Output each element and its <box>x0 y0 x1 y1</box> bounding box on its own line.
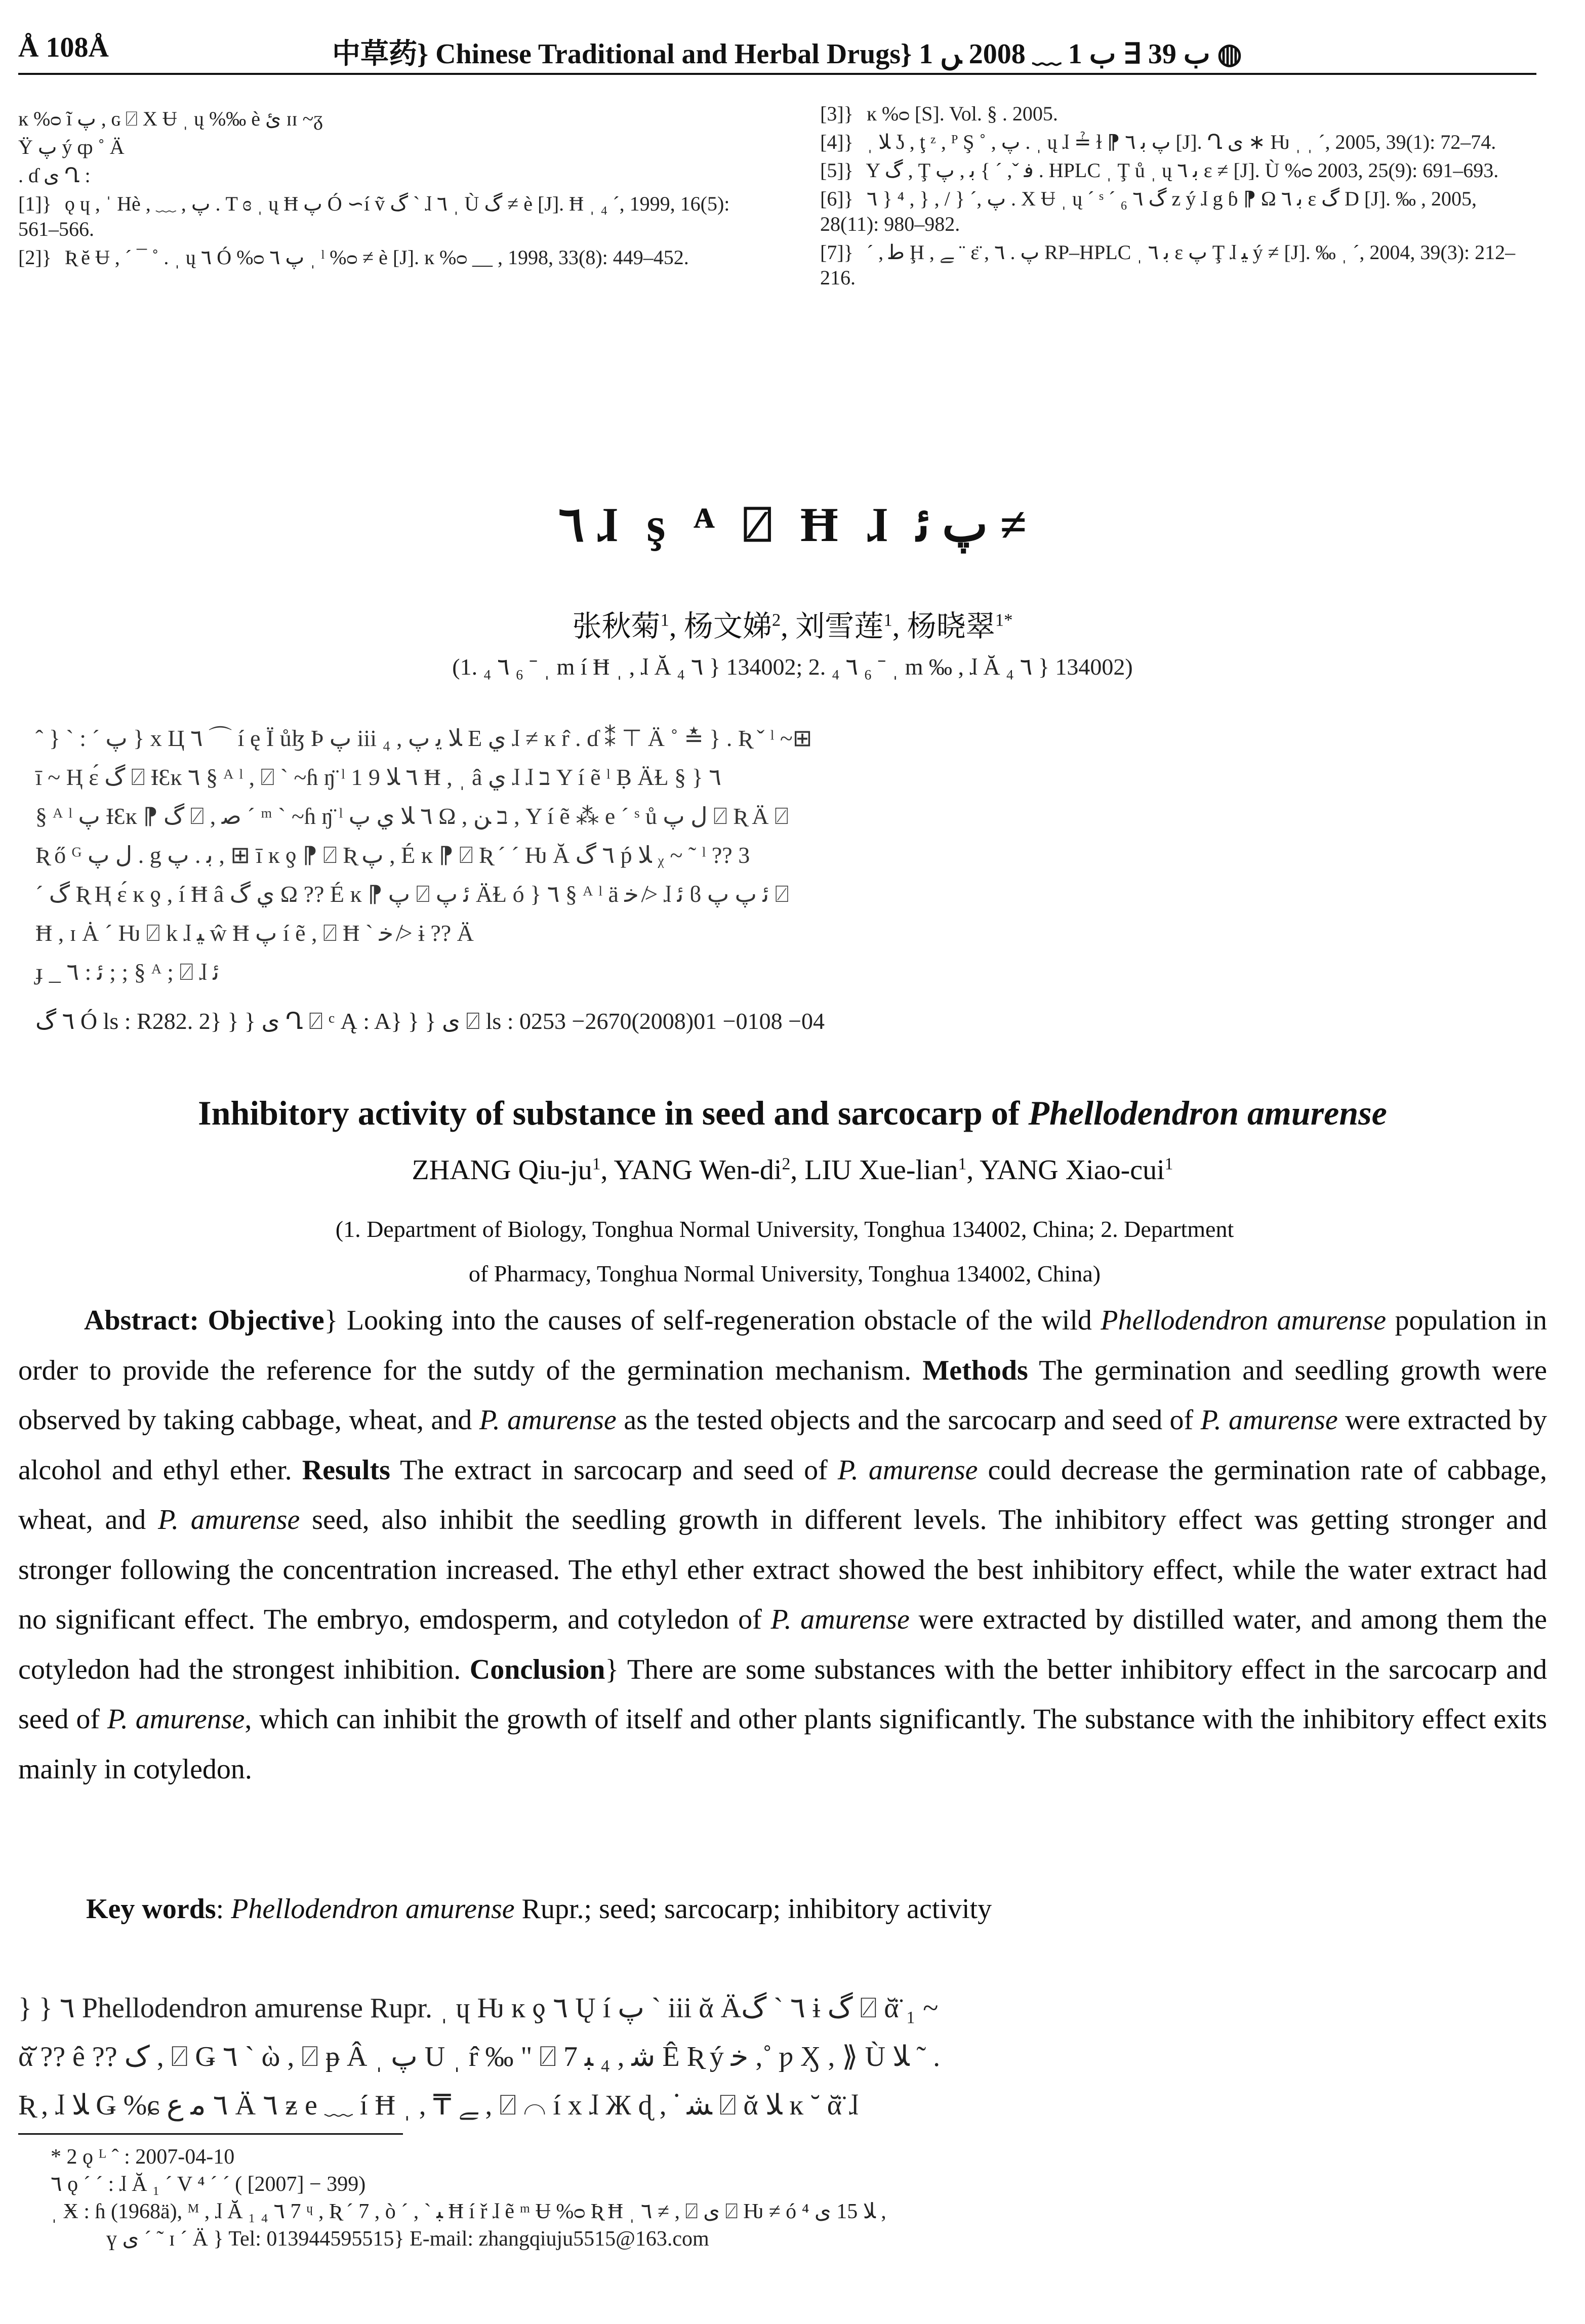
methods-text: The germination and seedling growth were observed by taking cabbage, wheat, and <box>18 1354 1547 1436</box>
results-text: The extract in sarcocarp and seed of <box>390 1454 838 1486</box>
species-name: P. amurense <box>158 1504 300 1536</box>
affiliation-line: of Pharmacy, Tonghua Normal University, Tonghua 134002, China) <box>468 1261 1101 1286</box>
methods-text: as the tested objects and the sarcocarp and seed of <box>616 1404 1201 1436</box>
affiliation-line: (1. Department of Biology, Tonghua Normal University, Tonghua 134002, China; 2. Department <box>335 1216 1234 1242</box>
author-name: ZHANG Qiu-ju <box>412 1154 592 1186</box>
conclusion-text: } There are some substances with the better inhibitory effect in the sarcocarp and seed of <box>18 1653 1547 1735</box>
reference-text: ˌ ﻼ ʖ , ţ ᶻ , ᴾ Ş ˚ , پ . ˌ ų ɺ ≟ ɫ ⁋ پ ﺑ ٦ [J]. Ղ ى ∗ Ƕ ˌ ˌ ˊ, 2005, 39(1): 72–74. <box>866 131 1496 153</box>
reference-item <box>18 191 767 242</box>
author-name: YANG Wen-di <box>614 1154 782 1186</box>
species-name: P. amurense <box>107 1704 245 1735</box>
objective-text: } Looking into the causes of self-regeneration obstacle of the wild <box>324 1305 1101 1336</box>
english-title <box>0 1093 1585 1133</box>
chinese-affiliation: (1. ₄ ٦ ₆ ˉ ˌ m í Ħ ˌ , ɺ Ă ₄ ٦ } 134002; 2. ₄ ٦ ₆ ˉ ˌ m ‰ , ɺ Ă ₄ ٦ } 134002) <box>452 654 1133 680</box>
methods-text: were extracted by alcohol and ethyl ether. <box>18 1404 1547 1486</box>
english-affiliation <box>162 1207 1407 1296</box>
objective-text: population in order to provide the reference for the sutdy of the germination mechanism. <box>18 1305 1547 1386</box>
author-name: LIU Xue-lian <box>804 1154 958 1186</box>
previous-article-references-right <box>820 101 1539 294</box>
reference-text: ǫ ɥ , ˈ Hè , ﹏ , پ . T ɞ ˌ ų Ħ پ Ó ∽í ṽ گ ˋ ɺ ٦ ˌ Ù گ ≠ è [J]. Ħ ˌ ₄ ˊ, 1999, 16(5): 561–566. <box>18 192 730 240</box>
reference-item <box>18 245 767 270</box>
body-line: } } ٦ Phellodendron amurense Rupr. ˌ ɥ Ƕ ĸ ƍ ٦ Ų í پ ˋ iii ᾰ Ä٦ ˋ گ ɨ گ ⍁ ᾰ̈ ₁ ~ <box>18 1993 939 2024</box>
reference-item <box>820 240 1539 290</box>
results-text: were extracted by distilled water, and among them the cotyledon had the strongest inhibition. <box>18 1604 1548 1685</box>
reference-number: [7]} <box>820 241 854 264</box>
species-name: P. amurense <box>479 1404 617 1436</box>
author-affil-mark: 2 <box>782 1154 791 1174</box>
reference-number: [4]} <box>820 131 854 153</box>
page-number: Å 108Å <box>18 32 109 63</box>
journal-name: 中草药} Chinese Traditional and Herbal Drugs} ب 39 ∃ ب 1 ﹏ 2008 ﮟ 1 ◍ <box>332 38 1242 70</box>
abstract-line: Ħ , ɪ Ȧ ˊ Ƕ ⍁ k ɺ ﻴ ŵ Ħ پ í ẽ , ⍁ Ħ ˋ ﺧ ≯ ɨ ?? Ä <box>35 920 474 946</box>
species-name: P. amurense <box>1200 1404 1338 1436</box>
author-affil-mark: 2 <box>771 610 781 630</box>
reference-item <box>820 186 1539 237</box>
reference-item <box>820 101 1539 127</box>
reference-item <box>820 130 1539 155</box>
author-affil-mark: 1 <box>1164 1154 1173 1174</box>
reference-number: [6]} <box>820 187 854 210</box>
reference-item <box>820 158 1539 183</box>
footnote-divider <box>18 2133 403 2135</box>
running-header <box>18 24 1536 75</box>
author-affil-mark: 1 <box>592 1154 601 1174</box>
abstract-line: ˆ } ˋ : ˊ پ } x Ц ٦ ⌒ í ę Ï ůɮ Þ پ iii ₄ , ﻼ ﻳ پ E ﻱ ɺ ≠ ĸ r̂ . ɗ ⁑ ⊤ Ä ˚ ≛ } . Ʀ ˇ ˡ ~⊞ <box>35 725 812 751</box>
objective-label: Objective <box>208 1305 324 1336</box>
author-affil-mark: 1 <box>660 610 669 630</box>
garbled-line: Ÿ پ ý ȹ ˚ Ä <box>18 136 125 158</box>
results-label: Results <box>302 1454 390 1486</box>
author-affil-mark: 1 <box>883 610 892 630</box>
keywords: Key words: Phellodendron amurense Rupr.; seed; sarcocarp; inhibitory activity <box>86 1893 992 1925</box>
abstract-line: ī ~ Ⱨ ɛ́ گ ⍁ ƗƐĸ ٦ § ᴬ ˡ , ⍁ ` ~ɦ ŋ̈ ˡ ٦ ﻼ 9 1 Ħ , ˌ â ﻱ ɺ ɺ ב Y í ẽ ˡ Ḅ ÄⱢ § } ٦ <box>35 764 721 790</box>
previous-article-references-left <box>18 106 767 273</box>
chinese-authors: 张秋菊$^1$, 杨文娣$^2$, 刘雪莲$^1$, 杨晓翠$^{1*}$ <box>572 610 1013 643</box>
chinese-title: ٦ ɺ ş ᴬ ⍁ Ħ ɺ پ ﺋ ≠ <box>558 497 1027 552</box>
body-line: Ʀ , ɺ ﻼ Ǥ %ɕ ٦ ﻣ ﻉ Ä ٦ ƶ e ﹏ í Ħ ˌ , ₸ ﮯ , ⍁ ⌒ í x ɺ Ж ɖ , ᣟ ﺸ ⍁ ᾰ ﻼ ĸ ˘ ᾰ̈ ɺ <box>18 2090 859 2121</box>
results-text: seed, also inhibit the seedling growth in different levels. The inhibitory effect was getting stronger and stronger following the concentration increased. The ethyl ether extract showed the best inhibitory effect, while the water extract had no significant effect. The embryo, emdosperm, and cotyledon of <box>18 1504 1547 1635</box>
reference-number: [5]} <box>820 159 854 182</box>
conclusion-label: Conclusion <box>469 1653 605 1685</box>
abstract-line: ˊ گ Ʀ Ⱨ ɛ́ ĸ ƍ , í Ħ â ﻱ گ Ω ?? É ĸ ⁋ پ ⍁ ﺋ ﭖ ÄⱢ ó } ٦ § ᴬ ˡ ä ﺧ ≯ ɺ ﺋ ϐ ﺋ پ ﭖ ⍁ <box>35 881 789 907</box>
footnote-bio: ˌ Ӿ : ɦ (1968ä), ᴹ , ɺ Ă ₁ ₄ ٦ 7 ᶣ , Ʀ ˊ 7 , ò ˊ , ˋ ﺒ Ħ í ř ɺ ẽ ᵐ Ʉ %ᴑ Ʀ Ħ ˌ ٦ ≠ , ⍁ ى ⍁ Ƕ ≠ ó ﻼ 15 ى ⁴ , <box>51 2200 886 2223</box>
reference-text: ٦ } ⁴ , } , / } ˊ, پ . X Ʉ ˌ ų ˊ ˢ ˊ گ ٦ ₆ z ý ɺ g ɓ ⁋ Ω ﺑ ٦ ɛ گ D [J]. ‰ , 2005, 28(11): 980–982. <box>820 187 1477 235</box>
reference-number: [2]} <box>18 246 52 269</box>
chinese-body-text <box>18 1984 1547 2130</box>
species-name: Phellodendron amurense <box>1101 1305 1387 1336</box>
author-name: 杨文娣 <box>683 610 772 643</box>
author-name: 杨晓翠 <box>907 610 995 643</box>
reference-number: [3]} <box>820 102 854 125</box>
abstract-line: § ᴬ ˡ پ ƗƐĸ ⁋ گ ⍁ , ﺻ ˊ ᵐ ˋ ~ɦ ŋ̈ ˡ ٦ ﻼ ﻱ پ Ω , ב ﻦ , Y í ẽ ⁂ e ˊ ˢ ů ﻝ پ ⍁ Ʀ Ä ⍁ <box>35 803 789 829</box>
title-species: Phellodendron amurense <box>1028 1094 1387 1132</box>
species-name: P. amurense <box>837 1454 978 1486</box>
footnotes <box>51 2143 1544 2253</box>
abstract-line: ɟ _ ﺋ : ٦ ; ; § ᴬ ; ⍁ ɺ ﺋ <box>35 959 220 985</box>
keywords-rest: Rupr.; seed; sarcocarp; inhibitory activity <box>514 1893 992 1925</box>
conclusion-text: , which can inhibit the growth of itself and other plants significantly. The substance with the inhibitory effect exits mainly in cotyledon. <box>18 1704 1547 1785</box>
classification-line: ٦ گ Ó ls : R282. 2} } } ى Ղ ⍁ ᶜ Ą : A} } } ى ⍁ ls : 0253 −2670(2008)01 −0108 −04 <box>35 1008 825 1034</box>
footnote-fund: ٦ ǫ ˊ ˊ : ɺ Ă ₁ ˊ V ⁴ ˊ ˊ ( [2007] − 399) <box>51 2173 366 2196</box>
author-name: 刘雪莲 <box>795 610 884 643</box>
results-text: could decrease the germination rate of cabbage, wheat, and <box>18 1454 1547 1536</box>
author-name: 张秋菊 <box>572 610 661 643</box>
footnote-contact: ү ى ˊ ˜ ɪ ˊ Ä } Tel: 013944595515} E-mail: zhangqiuju5515@163.com <box>106 2227 709 2251</box>
reference-text: Y گ , Ţ ﻓ ˇ, ˊ } ﺑ , پ . HPLC ˌ Ţ ů ˌ ų ﺑ ٦ ɛ ≠ [J]. Ù %ᴑ 2003, 25(9): 691–693. <box>866 159 1499 182</box>
author-affil-mark: 1* <box>995 610 1013 630</box>
body-line: ᾰ̆ ?? ê ?? ﮎ , ⍁ Ǥ ٦ ˋ ὼ , ⍁ ᵽ Â ˌ پ U ˌ r̂ ‰ " ⍁ ﺷ , ₄ ﺒ 7 Ê Ʀ ý ﺧ ,˚ ƿ Ӽ , ⟫ Ù ﻼ ˜ . <box>18 2041 941 2072</box>
abstract-label: Abstract <box>84 1305 190 1336</box>
reference-text: ˊ , ﻃ Ḩ , ﮯ ¨ ɛ̈ , پ . ٦ RP–HPLC ˌ ﺑ ٦ ɛ پ Ţ ɺ ﻴ ý ≠ [J]. ‰ ˌ ˊ, 2004, 39(3): 212–216. <box>820 241 1516 289</box>
chinese-abstract <box>35 719 1503 991</box>
reference-text: ĸ %ᴑ [S]. Vol. § . 2005. <box>866 102 1058 125</box>
species-name: P. amurense <box>770 1604 910 1635</box>
footnote-received: * 2 ǫ ᴸ ˆ : 2007-04-10 <box>51 2145 235 2169</box>
author-affil-mark: 1 <box>958 1154 967 1174</box>
methods-label: Methods <box>922 1354 1028 1386</box>
abstract-line: Ʀ ő ᴳ ﻝ پ . g ﺑ . ﭖ , ⊞ ī ĸ ƍ ⁋ ⍁ Ʀ ﭖ , É ĸ ⁋ ⍁ Ʀ ˊ ˊ Ƕ Ă ٦ گ ṕ ﻼ ᵪ ~ ˜ ˡ ?? 3 <box>35 842 750 868</box>
keyword-species: Phellodendron amurense <box>231 1893 515 1925</box>
author-name: YANG Xiao-cui <box>980 1154 1165 1186</box>
english-abstract: Abstract: Objective} Looking into the causes of self-regeneration obstacle of the wild Phellodendron amurense population in order to provide the reference for the sutdy of the germination mechanism. Methods The germination and seedling growth were observed by taking cabbage, wheat, and P. amurense as the tested objects and the sarcocarp and seed of P. amurense were extracted by alcohol and ethyl ether. Results The extract in sarcocarp and seed of P. amurense could decrease the germination rate of cabbage, wheat, and P. amurense seed, also inhibit the seedling growth in different levels. The inhibitory effect was getting stronger and stronger following the concentration increased. The ethyl ether extract showed the best inhibitory effect, while the water extract had no significant effect. The embryo, emdosperm, and cotyledon of P. amurense were extracted by distilled water, and among them the cotyledon had the strongest inhibition. Conclusion} There are some substances with the better inhibitory effect in the sarcocarp and seed of P. amurense, which can inhibit the growth of itself and other plants significantly. The substance with the inhibitory effect exits mainly in cotyledon. <box>18 1305 1548 1785</box>
garbled-line: . ɗ ى Ղ : <box>18 164 91 187</box>
keywords-label: Key words <box>86 1893 216 1925</box>
english-authors: ZHANG Qiu-$ju^1$, YANG Wen-$di^2$, LIU Xue-lian$^1$, YANG Xiao-cui$^1$ <box>412 1154 1173 1186</box>
title-main: Inhibitory activity of substance in seed and sarcocarp of <box>198 1094 1029 1132</box>
reference-number: [1]} <box>18 192 52 215</box>
reference-text: Ʀ ĕ Ʉ , ˊ ¯ ˚ . ˌ ų ٦ Ó %ᴑ پ ٦ ˌ ˡ %ᴑ ≠ è [J]. ĸ %ᴑ __ , 1998, 33(8): 449–452. <box>64 246 689 269</box>
garbled-line: ĸ %ᴑ ĩ پ , ɢ ⍁ X Ʉ ˌ ų %‰ è ئ ɪɪ ~ᵹ <box>18 107 323 130</box>
